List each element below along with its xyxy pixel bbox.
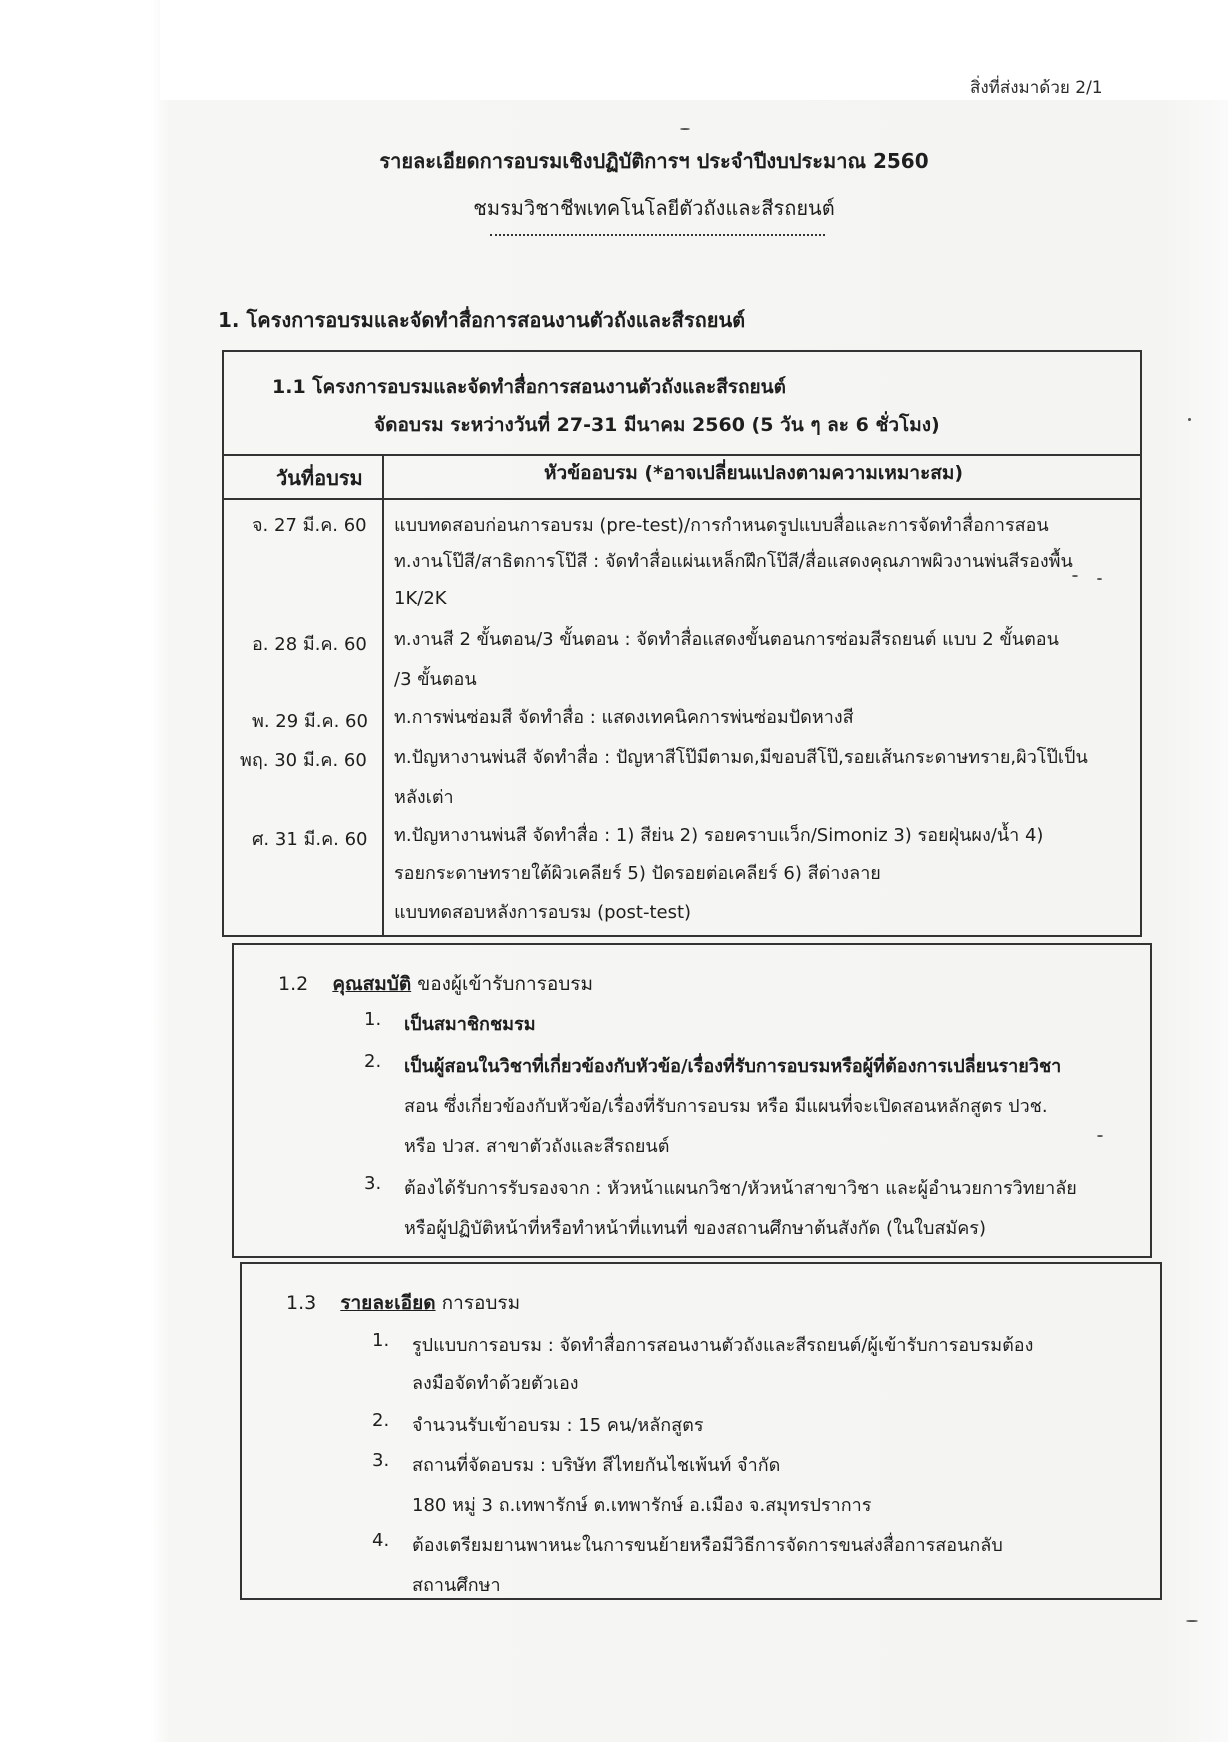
list-item: ต้องได้รับการรับรองจาก : หัวหน้าแผนกวิชา/หัวหน้าสาขาวิชา และผู้อำนวยการวิทยาลัย [404, 1178, 1077, 1199]
list-item: ต้องเตรียมยานพาหนะในการขนย้ายหรือมีวิธีการจัดการขนส่งสื่อการสอนกลับ [412, 1535, 1003, 1556]
topic-line: ท.งานโป๊สี/สาธิตการโป๊สี : จัดทำสื่อแผ่นเหล็กฝึกโป๊สี/สื่อแสดงคุณภาพผิวงานพ่นสีรองพื้น [394, 551, 1073, 572]
scan-speck [1072, 575, 1078, 577]
topic-line: ท.ปัญหางานพ่นสี จัดทำสื่อ : 1) สีย่น 2) รอยคราบแว็ก/Simoniz 3) รอยฝุ่นผง/น้ำ 4) [394, 825, 1044, 846]
heading-keyword: คุณสมบัติ [332, 973, 412, 995]
date-cell: อ. 28 มี.ค. 60 [252, 634, 367, 655]
scan-speck [680, 128, 690, 130]
scan-speck [1097, 578, 1102, 580]
list-item: จำนวนรับเข้าอบรม : 15 คน/หลักสูตร [412, 1415, 704, 1436]
attachment-reference: สิ่งที่ส่งมาด้วย 2/1 [970, 78, 1103, 98]
date-cell: จ. 27 มี.ค. 60 [252, 515, 367, 536]
list-item: รูปแบบการอบรม : จัดทำสื่อการสอนงานตัวถังและสีรถยนต์/ผู้เข้ารับการอบรมต้อง [412, 1335, 1034, 1356]
list-item: ลงมือจัดทำด้วยตัวเอง [412, 1373, 579, 1394]
list-item: 180 หมู่ 3 ถ.เทพารักษ์ ต.เทพารักษ์ อ.เมือง จ.สมุทรปราการ [412, 1495, 872, 1516]
date-cell: พฤ. 30 มี.ค. 60 [240, 750, 367, 771]
date-cell: พ. 29 มี.ค. 60 [252, 711, 368, 732]
topic-line: ท.ปัญหางานพ่นสี จัดทำสื่อ : ปัญหาสีโป๊มีตามด,มีขอบสีโป๊,รอยเส้นกระดาษทราย,ผิวโป๊เป็น [394, 747, 1088, 768]
training-details-box [240, 1262, 1162, 1600]
topic-line: แบบทดสอบก่อนการอบรม (pre-test)/การกำหนดรูปแบบสื่อและการจัดทำสื่อการสอน [394, 515, 1049, 536]
table-divider [222, 454, 1142, 456]
item-number: 3. [372, 1450, 390, 1471]
heading-rest: ของผู้เข้ารับการอบรม [411, 973, 594, 995]
dotted-separator [490, 232, 825, 236]
scan-speck [1097, 1135, 1103, 1137]
heading-rest: การอบรม [435, 1292, 521, 1314]
section-1-title: 1. โครงการอบรมและจัดทำสื่อการสอนงานตัวถังและสีรถยนต์ [218, 308, 746, 332]
table-heading: 1.1 โครงการอบรมและจัดทำสื่อการสอนงานตัวถังและสีรถยนต์ [272, 376, 786, 398]
item-number: 2. [364, 1051, 382, 1072]
list-item: เป็นสมาชิกชมรม [404, 1014, 536, 1035]
list-item: สอน ซึ่งเกี่ยวข้องกับหัวข้อ/เรื่องที่รับการอบรม หรือ มีแผนที่จะเปิดสอนหลักสูตร ปวช. [404, 1096, 1048, 1117]
details-heading [286, 1288, 520, 1318]
heading-keyword: รายละเอียด [340, 1292, 436, 1314]
list-item: สถานที่จัดอบรม : บริษัท สีไทยกันไชเพ้นท์ จำกัด [412, 1455, 781, 1476]
heading-number: 1.3 [286, 1292, 317, 1314]
item-number: 2. [372, 1410, 390, 1431]
column-header-topic: หัวข้ออบรม (*อาจเปลี่ยนแปลงตามความเหมาะสม) [544, 462, 964, 484]
document-subtitle: ชมรมวิชาชีพเทคโนโลยีตัวถังและสีรถยนต์ [473, 196, 835, 220]
topic-line: 1K/2K [394, 588, 447, 609]
table-dates: จัดอบรม ระหว่างวันที่ 27-31 มีนาคม 2560 (5 วัน ๆ ละ 6 ชั่วโมง) [374, 414, 940, 436]
list-item: หรือผู้ปฏิบัติหน้าที่หรือทำหน้าที่แทนที่ ของสถานศึกษาต้นสังกัด (ในใบสมัคร) [404, 1218, 986, 1239]
topic-line: /3 ขั้นตอน [394, 669, 477, 690]
date-cell: ศ. 31 มี.ค. 60 [252, 829, 368, 850]
scan-speck [1186, 1620, 1198, 1622]
item-number: 1. [372, 1330, 390, 1351]
topic-line: หลังเต่า [394, 787, 454, 808]
topic-line: แบบทดสอบหลังการอบรม (post-test) [394, 902, 692, 923]
list-item: หรือ ปวส. สาขาตัวถังและสีรถยนต์ [404, 1136, 670, 1157]
item-number: 4. [372, 1530, 390, 1551]
list-item: เป็นผู้สอนในวิชาที่เกี่ยวข้องกับหัวข้อ/เรื่องที่รับการอบรมหรือผู้ที่ต้องการเปลี่ยนรายวิชา [404, 1056, 1062, 1077]
qualifications-box [232, 943, 1152, 1258]
heading-number: 1.2 [278, 973, 309, 995]
qualifications-heading [278, 969, 593, 999]
scan-speck [1188, 418, 1191, 421]
topic-line: ท.การพ่นซ่อมสี จัดทำสื่อ : แสดงเทคนิคการพ่นซ่อมปัดหางสี [394, 707, 854, 728]
document-title: รายละเอียดการอบรมเชิงปฏิบัติการฯ ประจำปีงบประมาณ 2560 [379, 149, 929, 173]
topic-line: ท.งานสี 2 ขั้นตอน/3 ขั้นตอน : จัดทำสื่อแสดงขั้นตอนการซ่อมสีรถยนต์ แบบ 2 ขั้นตอน [394, 629, 1059, 650]
item-number: 1. [364, 1009, 382, 1030]
training-schedule-table [222, 350, 1142, 937]
list-item: สถานศึกษา [412, 1575, 501, 1596]
topic-line: รอยกระดาษทรายใต้ผิวเคลียร์ 5) ปัดรอยต่อเคลียร์ 6) สีด่างลาย [394, 863, 881, 884]
item-number: 3. [364, 1173, 382, 1194]
column-header-date: วันที่อบรม [276, 466, 363, 490]
table-divider [222, 498, 1142, 500]
column-divider [382, 454, 384, 937]
